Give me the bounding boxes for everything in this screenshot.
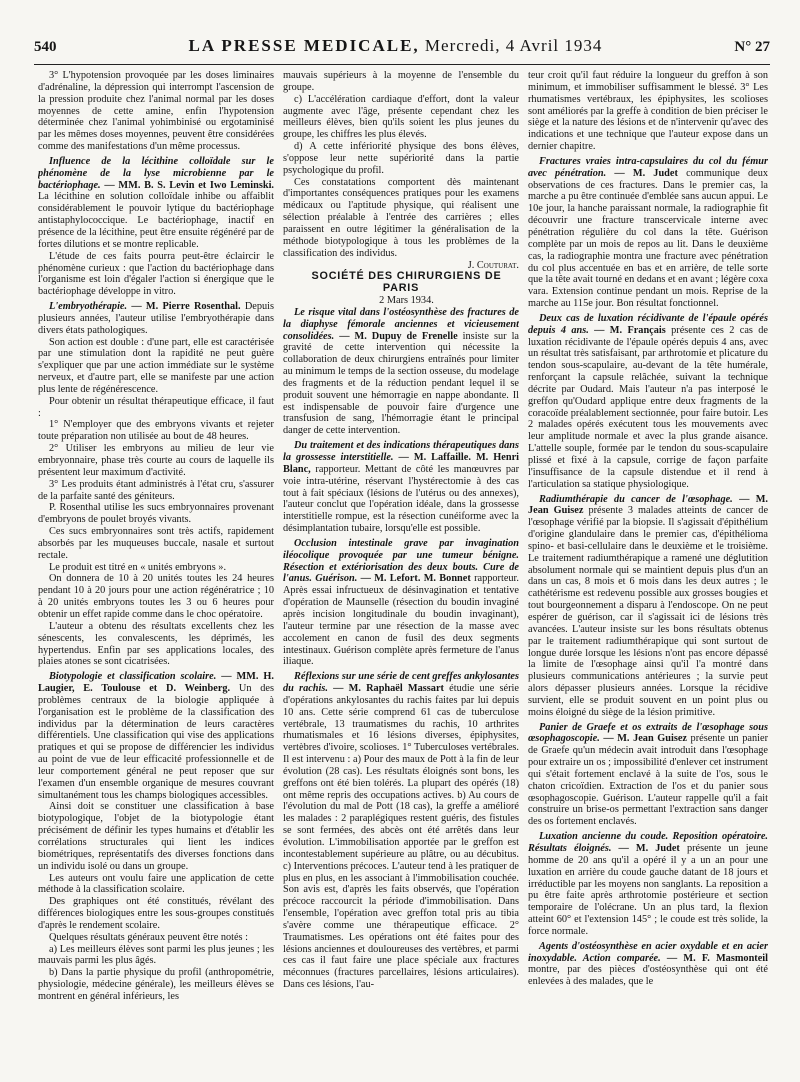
paragraph: a) Les meilleurs élèves sont parmi les plus jeunes ; les mauvais parmi les plus âgés. [38, 943, 274, 967]
article-authors: — M. Pierre Rosenthal. [131, 301, 241, 313]
article-authors: — M. Jean Guisez [528, 493, 768, 517]
article-text: présente ces 2 cas de luxation récidivante de l'épaule opérés depuis 4 ans, avec un résultat très satisfaisant, par arthrotomie et plicature du tendon sous-scapulaire, au-devant de la tête humérale, renforçant la capsule relâchée, suivant la technique décrite par Oudard. Mais l'auteur n'a pas interposé le greffon qu'Oudard applique entre deux fragments de la coracoïde préalablement sectionnée, pour faire butoir. Les 2 malades opérés exécutent tous les mouvements avec leur amplitude normale et avec la plus grande aisance. L'attelle souple, formée par le tendon du sous-scapulaire plissé et fixé à la capsule, corrige de façon parfaite l'insuffisance de la capsule distendue et il rend à l'articulation sa statique physiologique. [528, 324, 768, 490]
column-2 [283, 70, 519, 1075]
issue-date: Mercredi, 4 Avril 1934 [424, 36, 603, 55]
paragraph: 1° N'employer que des embryons vivants et rejeter toute préparation non utilisée au bout de 48 heures. [38, 419, 274, 443]
article-title: Radiumthérapie du cancer de l'œsophage. [539, 493, 733, 505]
article-panier-graefe [528, 722, 768, 829]
article-greffes-ankylosantes [283, 671, 519, 991]
article-authors: — M. Jean Guisez [603, 733, 687, 745]
article-radiumtherapie [528, 494, 768, 719]
article-text: rapporteur. Mettant de côté les manœuvres par voie intra-utérine, réservant l'hystérectomie à des cas tout à fait spéciaux (lésions de l'utérus ou des annexes), l'auteur conclut que l'opération idéale, dans la grossesse interstitielle rompue, est la résection cunéiforme avec la désimplantation tubaire, lorsqu'elle est possible. [283, 463, 519, 535]
article-luxation-epaule [528, 313, 768, 491]
article-title: Le risque vital dans l'ostéosynthèse des fractures de la diaphyse fémorale anciennes et vicieusement consolidées. [283, 306, 519, 342]
paragraph: 2° Utiliser les embryons au milieu de leur vie embryonnaire, phase très courte au cours de laquelle ils présentent leur maximum d'activité. [38, 443, 274, 478]
paragraph: 3° Les produits étant administrés à l'état cru, s'assurer de la parfaite santé des géniteurs. [38, 478, 274, 502]
article-grossesse-interstitielle [283, 440, 519, 535]
article-title: Du traitement et des indications thérapeutiques dans la grossesse interstitielle. [283, 440, 519, 463]
article-text: présente un jeune homme de 20 ans qu'il a opéré il y a un an pour une luxation en arrière du coude gauche datant de 18 jours et irréductible par les moyens non sanglants. La reposition a pu être faite après arthrotomie postérieure et section temporaire de l'olécrane. Un an plus tard, la flexion atteint 60° et l'extension 145° ; le coude est très solide, la force normale. [528, 843, 768, 937]
article-text: Un des problèmes centraux de la biologie appliquée à l'organisation est le problème de la classification des individus par la détermination de leurs caractères différentiels. Une classification qui vise des applications pratiques et qui se propose de différencier les individus au point de vue de leur efficacité professionnelle et de leur comportement général ne peut reposer que sur l'examen d'un ensemble organique de mesures couvrant simultanément tous les champs biologiques accessibles. [38, 683, 274, 801]
paragraph: Son action est double : d'une part, elle est caractérisée par une stimulation dont la rapidité ne peut guère s'expliquer que par une action immédiate sur le système nerveux, et d'autre part, elle se manifeste par une action plus lente de régénérescence. [38, 336, 274, 395]
journal-title [188, 36, 602, 56]
article-influence-lecithine [38, 156, 274, 251]
society-heading: SOCIÉTÉ DES CHIRURGIENS DE PARIS [311, 270, 502, 295]
article-title: Deux cas de luxation récidivante de l'épaule opérés depuis 4 ans. [528, 312, 768, 336]
article-authors: — MM. B. S. Levin et Iwo Leminski. [104, 179, 274, 191]
article-text: rapporteur. Après essai infructueux de désinvagination et tentative d'opération de Maunselle (résection du boudin invaginé après incision longitudinale du boudin invaginant), l'auteur termine par une résection de la masse avec accolement en canon de fusil des deux segments intestinaux. Guérison complète après fermeture de l'anus iliaque. [283, 573, 519, 668]
article-occlusion-intestinale [283, 538, 519, 668]
paragraph: Les auteurs ont voulu faire une application de cette méthode à la classification scolaire. [38, 872, 274, 896]
paragraph: Ainsi doit se constituer une classification à base biotypologique, l'objet de la biotypologie étant précisément de définir les types humains et d'établir les corrélations structurales qui lient les indices biométriques, représentatifs des diverses fonctions dans un individu isolé ou dans un groupe. [38, 801, 274, 872]
article-title: Biotypologie et classification scolaire. [49, 671, 217, 683]
article-authors: — M. Lefort. M. Bonnet [360, 573, 471, 585]
paragraph: c) L'accélération cardiaque d'effort, dont la valeur augmente avec l'âge, présente cependant chez les meilleurs élèves, bien qu'ils soient les plus jeunes du groupe, les chiffres les plus élevés. [283, 93, 519, 141]
paragraph: Des graphiques ont été constitués, révélant des différences biologiques entre les sous-groupes constitués d'après le rendement scolaire. [38, 896, 274, 931]
article-title: Panier de Graefe et os extraits de l'œsophage sous œsophagoscopie. [528, 721, 768, 745]
paragraph: Le produit est titré en « unités embryons ». [49, 561, 227, 573]
article-title: Influence de la lécithine colloïdale sur le phénomène de la lyse microbienne par le bactériophage. [38, 155, 274, 191]
article-text: Depuis plusieurs années, l'auteur utilise l'embryothérapie dans divers états pathologiques. [38, 301, 274, 336]
column-1 [38, 70, 274, 1075]
article-title: Fractures vraies intra-capsulaires du col du fémur avec pénétration. [528, 155, 768, 179]
paragraph: Quelques résultats généraux peuvent être notés : [49, 931, 249, 943]
article-authors: — M. Judet [618, 843, 680, 854]
paragraph: Ces sucs embryonnaires sont très actifs, rapidement absorbés par les muqueuses buccale, nasale et surtout rectale. [38, 526, 274, 561]
paragraph: teur croit qu'il faut réduire la longueur du greffon à son minimum, et immobiliser suffisamment le blessé. 3° Les rhumatismes vertébraux, les épiphysites, les scolioses sont améliorés par la greffe à condition de bien préciser le siège et la nature des lésions et de n'intervenir qu'avec des indications et une technique que l'auteur expose dans un dernier chapitre. [528, 70, 768, 153]
paragraph: P. Rosenthal utilise les sucs embryonnaires provenant d'embryons de poulet broyés vivants. [38, 502, 274, 526]
article-text: communique deux observations de ces fractures. Dans le premier cas, la marche a pu être continuée d'emblée sans aucun appui. Le 10e jour, la hanche paraissant normale, la radiographie fit découvrir une fracture transcervicale interne avec pénétration régulière du col dans la tête. Guérison complète par un mois de repos au lit. Dans le deuxième cas, la radiographie montra une fracture avec pénétration du col plus accentuée en bas et en arrière, de telle sorte que la tête avait tourné en dedans et en avant ; légère coxa vara. Extension continue pendant un mois. Reprise de la marche au 115e jour. Bon résultat fonctionnel. [528, 167, 768, 310]
article-authors: — M. Judet [614, 167, 678, 179]
article-biotypologie [38, 671, 274, 801]
article-luxation-coude [528, 831, 768, 938]
paragraph: Ces constatations comportent dès maintenant d'importantes conséquences pratiques pour les examens médicaux ou l'aptitude physique, qui réalisent une sélection préalable à l'entrée des carrières ; elles paraissent en outre légitimer la généralisation de la méthode biotypologique à tous les problèmes de la classification des individus. [283, 176, 519, 259]
paragraph: On donnera de 10 à 20 unités toutes les 24 heures pendant 10 à 20 jours pour une action régénératrice ; 10 à 20 unités embryons toutes les 3 ou 6 heures pour obtenir un effet rapide comme dans le choc opératoire. [38, 573, 274, 620]
article-authors: — M. F. Masmonteil [666, 952, 768, 964]
paragraph: L'étude de ces faits pourra peut-être éclaircir le phénomène curieux : que l'action du bactériophage dans l'organisme est loin d'égaler l'action si énergique que le bactériophage développe in vitro. [38, 250, 274, 298]
article-authors: — MM. H. Laugier, E. Toulouse et D. Weinberg. [38, 671, 274, 695]
article-text: montre, par des pièces d'ostéosynthèse qui ont été enlevées à des malades, que le [528, 964, 768, 988]
article-text: présente un panier de Graefe qu'un médecin avait introduit dans l'œsophage pour extraire un os ; impossibilité d'enlever cet instrument qui s'était fortement enclavé à la suite de l'os, sous le chaton cricoïdien. Extraction de l'os et du panier sous œsophagoscopie. Guérison. L'auteur rappelle qu'il a fait construire un brise-os permettant l'extraction sans danger des os fortement enclavés. [528, 733, 768, 828]
article-authors: — M. Raphaël Massart [333, 683, 444, 695]
article-title: L'embryothérapie. [49, 301, 128, 313]
article-authors: — M. Dupuy de Frenelle [339, 330, 458, 342]
paragraph: L'auteur a obtenu des résultats excellents chez les sénescents, les convalescents, les déprimés, les hypertendus. Enfin par ses applications locales, des plaies atones se sont cicatrisées. [38, 620, 274, 668]
article-title: Luxation ancienne du coude. Reposition opératoire. Résultats éloignés. [528, 831, 768, 854]
article-osteosynthese-risque [283, 307, 519, 437]
article-title: Agents d'ostéosynthèse en acier oxydable et en acier inoxydable. Action comparée. [528, 940, 768, 964]
header-rule [34, 64, 770, 65]
article-title: Occlusion intestinale grave par invagination iléocolique provoquée par une tumeur bénigne. Résection et extériorisation des deux bouts. Cure de l'anus. Guérison. [283, 537, 519, 585]
page-header [34, 36, 770, 62]
signature: J. Couturat. [467, 259, 519, 271]
page-number: 540 [34, 39, 57, 55]
article-text: La lécithine en solution colloïdale inhibe ou affaiblit considérablement le pouvoir lytique du bactériophage antistaphylococcique. Le bactériophage, inactif en présence de la lécithine, peut être ensuite régénéré par de fortes dilutions et se montre replicable. [38, 191, 274, 250]
paragraph: 3° L'hypotension provoquée par les doses liminaires d'adrénaline, la dépression qui interrompt l'ascension de la pression produite chez l'animal normal par les doses moyennes de cette amine, enfin l'hypotension déterminée chez l'animal yohimbinisé ou ergotaminisé par les mêmes doses moyennes, peuvent être considérées comme des manifestations d'un même processus. [38, 70, 274, 153]
article-authors: — M. Laffaille. M. Henri Blanc, [283, 452, 519, 475]
article-fractures-col-femur [528, 156, 768, 310]
issue-number: N° 27 [734, 39, 770, 55]
session-date: 2 Mars 1934. [379, 295, 434, 307]
column-3 [528, 70, 768, 1075]
article-authors: — M. Français [594, 324, 666, 336]
article-embryotherapie [38, 301, 274, 337]
article-agents-osteosynthese [528, 941, 768, 988]
article-text: étudie une série d'opérations ankylosantes du rachis faites par lui depuis 10 ans. Cette série comprend 61 cas de tuberculose vertébrale, 13 traumatismes du rachis, 10 arthrites rhumatismales et 16 lésions diverses, épiphysites, vertèbres d'ivoire, scolioses. 1° Tuberculoses vertébrales. Il est intervenu : a) Pour des maux de Pott à la fin de leur évolution (28 cas). Les résultats éloignés sont bons, les greffons ont été bien tolérés. La plupart des opérés (18) ont même repris des occupations actives. b) Au cours de l'évolution du mal de Pott (18 cas), la greffe a amélioré les malades : 2 paraplégiques restent guéris, des fistules se sont fermées, des abcès ont été arrêtés dans leur évolution. L'immobilisation apportée par le greffon est incontestablement supérieure au plâtre, ou au décubitus. c) Interventions précoces. L'auteur tend à les pratiquer de plus en plus, en les associant à l'immobilisation couchée. Son avis est, d'après les faits observés, que l'opération précoce raccourcit la période d'immobilisation. Dans l'ensemble, l'opération avec greffon total pris au tibia s'avère comme une thérapeutique efficace. 2° Traumatismes. Les opérations ont été faites pour des lésions anciennes et douloureuses des vertèbres, et parmi ces cas il faut faire une place spéciale aux fractures méconnues (fractures parcellaires, lésions articulaires). Dans ces lésions, l'au- [283, 683, 519, 991]
article-text: insiste sur la gravité de cette intervention qui nécessite la collaboration de deux chirurgiens entraînés pour limiter au minimum le temps de la section osseuse, du modelage des fragments et de la réduction pendant lequel il se produit souvent une hémorragie en nappe abondante. Il est indispensable de pouvoir faire d'urgence une transfusion de sang, l'hémorragie étant le principal danger de cette intervention. [283, 330, 519, 437]
paragraph: d) A cette infériorité physique des bons élèves, s'oppose leur nette supériorité dans la partie psychologique du profil. [283, 141, 519, 176]
paragraph: mauvais supérieurs à la moyenne de l'ensemble du groupe. [283, 70, 519, 93]
article-title: Réflexions sur une série de cent greffes ankylosantes du rachis. [283, 671, 519, 695]
paragraph: b) Dans la partie physique du profil (anthropométrie, physiologie, médecine générale), les meilleurs élèves se montrent en général inférieurs, les [38, 967, 274, 1002]
paragraph: Pour obtenir un résultat thérapeutique efficace, il faut : [38, 395, 274, 419]
journal-name: LA PRESSE MEDICALE, [188, 36, 420, 55]
article-text: présente 3 malades atteints de cancer de l'œsophage vérifié par la biopsie. Il s'agissait d'épithélium d'origine glandulaire dans le premier cas, d'épithélioma spino- et basi-cellulaire dans le deuxième et le troisième. Le traitement radiumthérapique a ramené une déglutition absolument normale qui se maintient depuis plus d'un an dans un cas, 8 mois et 6 mois dans les deux autres ; le cathétérisme est redevenu possible aux grosses bougies et tout bourgeonnement a disparu à l'endoscope. On ne peut espérer de guérison, car il s'agissait ici de lésions très avancées. L'auteur insiste sur les bons résultats obtenus par le traitement radiumthérapique qui sont surtout de longue durée lorsque les lésions n'ont pas encore dépassé la limite de l'œsophage ainsi qu'il l'a montré dans plusieurs communications antérieures ; la survie peut alors dépasser plusieurs années. Lorsque la récidive survient, elle se produit souvent en un point plus ou moins éloigné du siège de la lésion primitive. [528, 505, 768, 718]
